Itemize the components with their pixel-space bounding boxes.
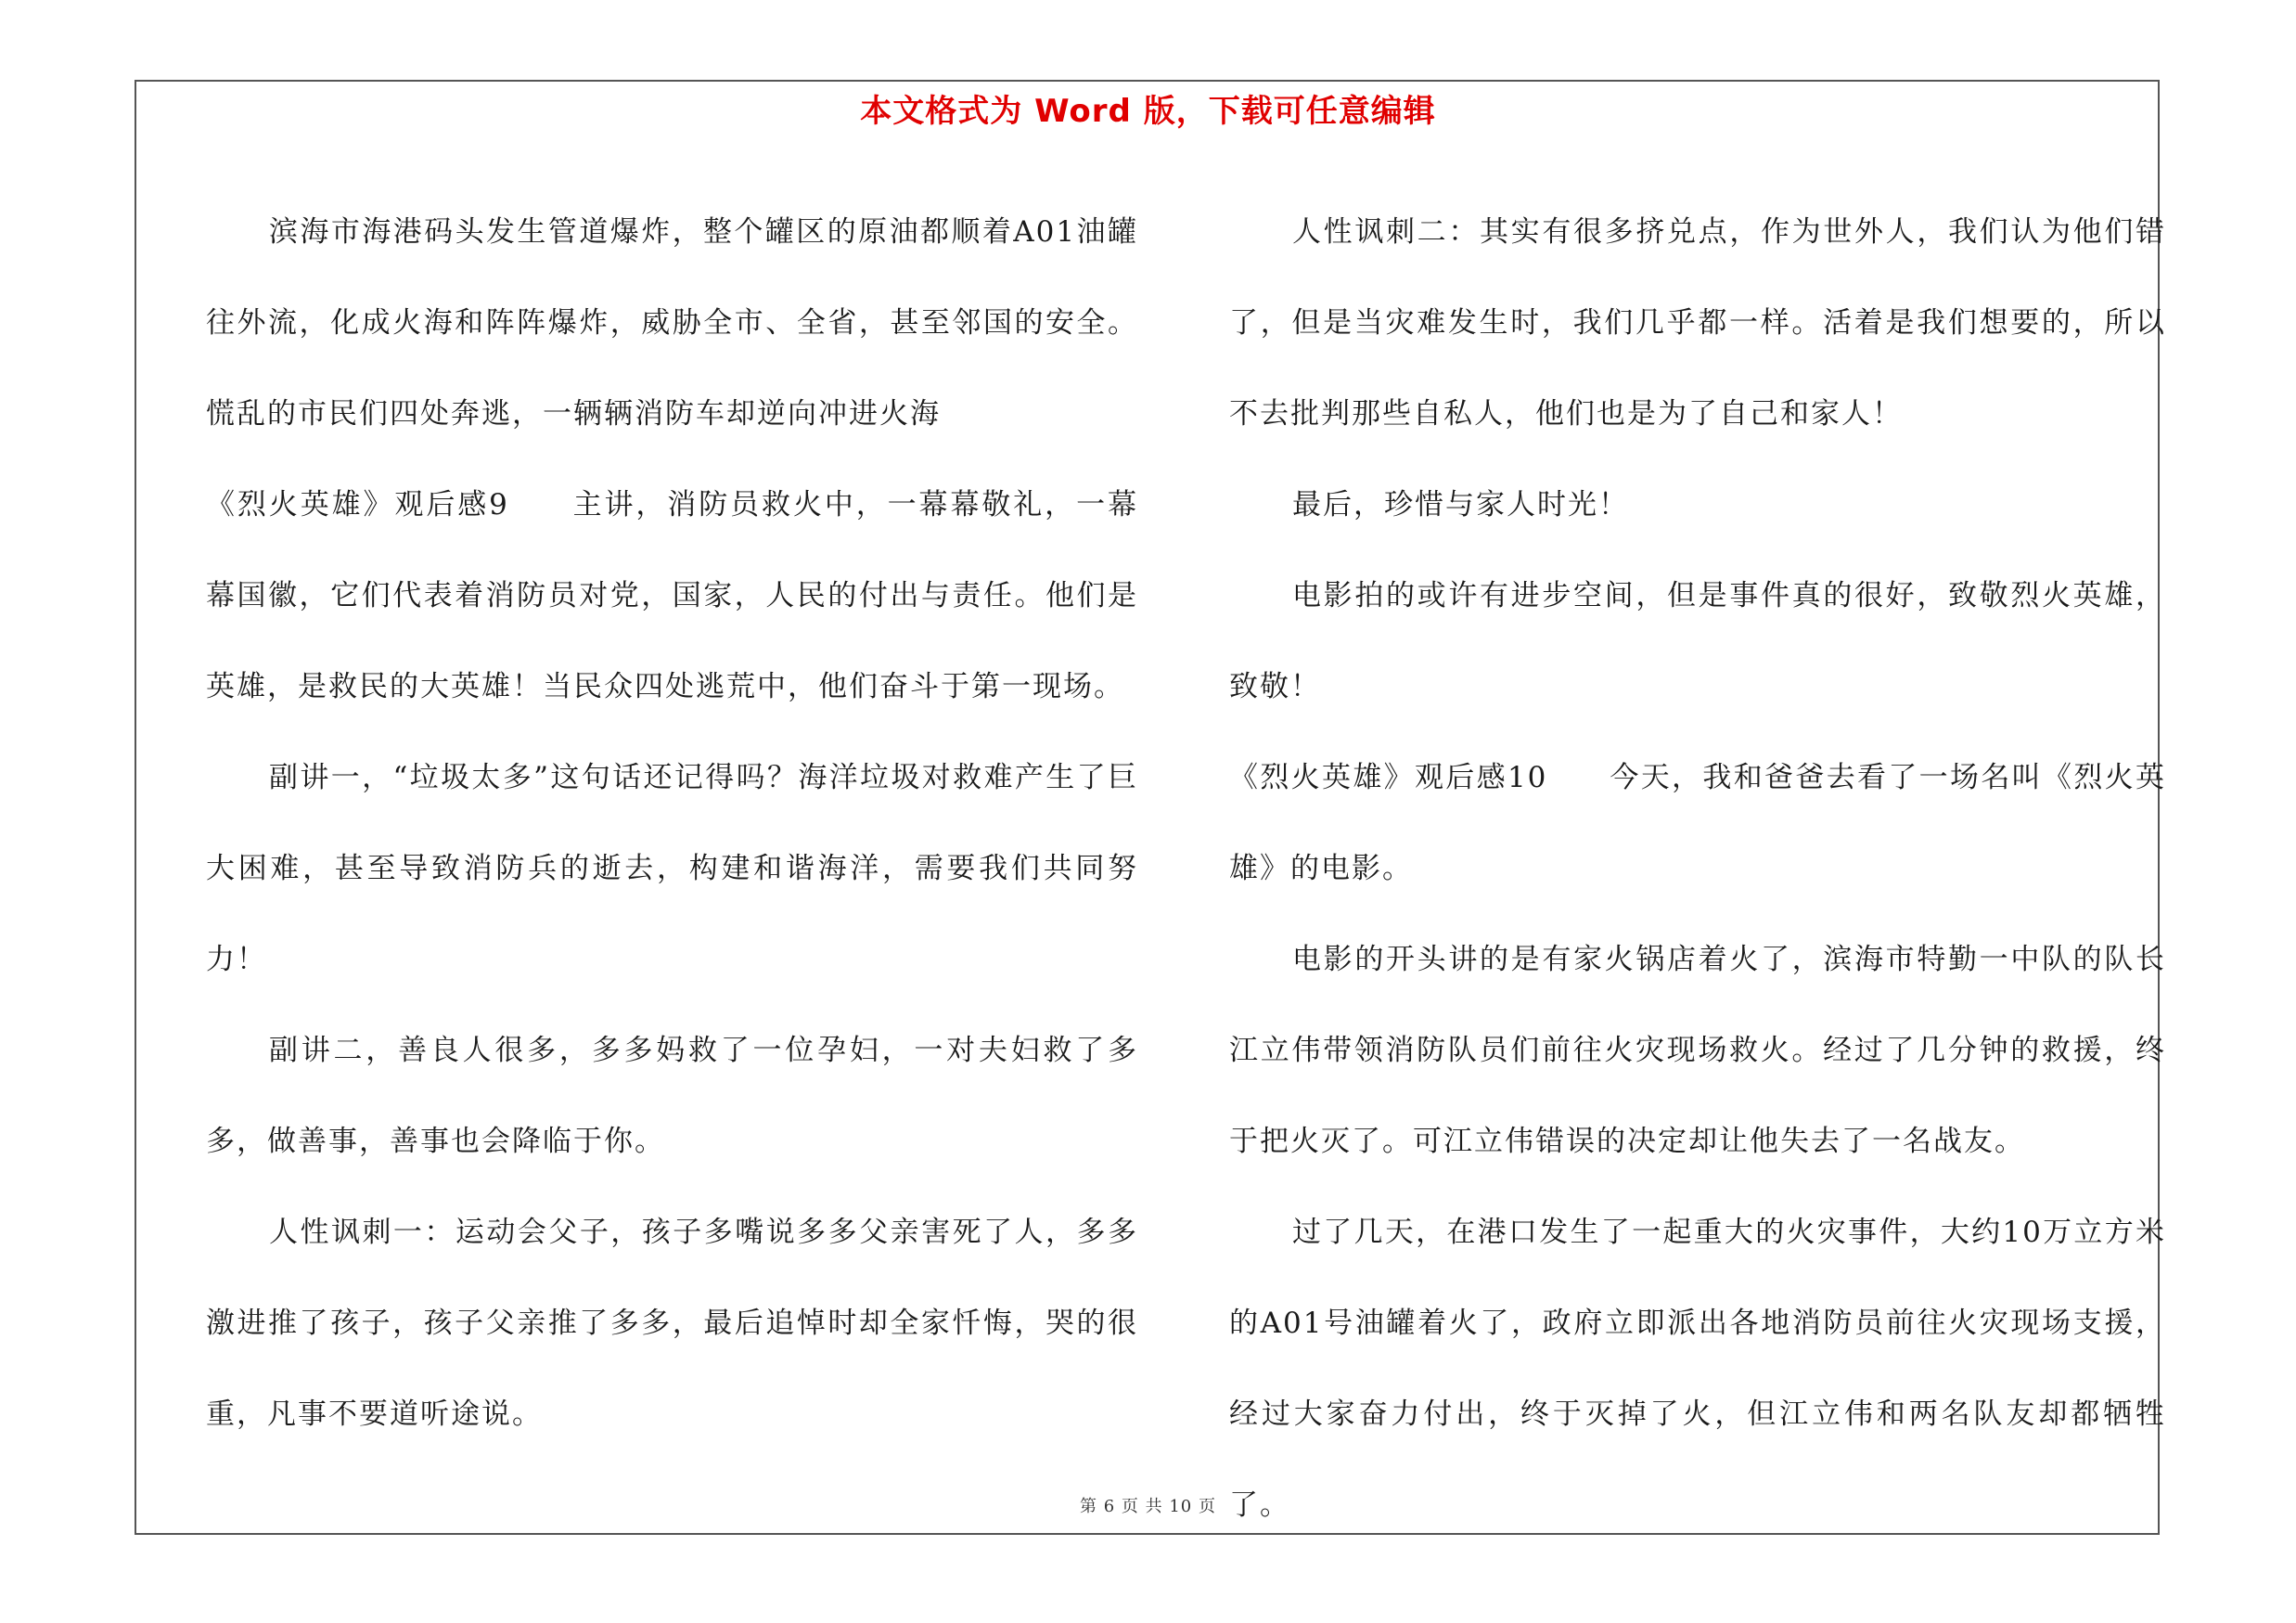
right-text-column xyxy=(1229,187,2166,1551)
paragraph: 电影拍的或许有进步空间，但是事件真的很好，致敬烈火英雄，致敬！ xyxy=(1229,579,2166,703)
paragraph: 过了几天，在港口发生了一起重大的火灾事件，大约10万立方米的A01号油罐着火了，政府立即派出各地消防员前往火灾现场支援，经过大家奋力付出，终于灭掉了火，但江立伟和两名队友却都牺牲了。 xyxy=(1229,1216,2166,1522)
paragraph: 滨海市海港码头发生管道爆炸，整个罐区的原油都顺着A01油罐往外流，化成火海和阵阵爆炸，威胁全市、全省，甚至邻国的安全。慌乱的市民们四处奔逃，一辆辆消防车却逆向冲进火海 xyxy=(206,215,1138,431)
editable-format-banner: 本文格式为 Word 版，下载可任意编辑 xyxy=(860,93,1436,130)
paragraph: 副讲一，“垃圾太多”这句话还记得吗？海洋垃圾对救难产生了巨大困难，甚至导致消防兵的逝去，构建和谐海洋，需要我们共同努力！ xyxy=(206,761,1138,976)
paragraph: 最后，珍惜与家人时光！ xyxy=(1292,488,1629,522)
page-number-footer: 第 6 页 共 10 页 xyxy=(1080,1497,1216,1516)
paragraph: 电影的开头讲的是有家火锅店着火了，滨海市特勤一中队的队长江立伟带领消防队员们前往火灾现场救火。经过了几分钟的救援，终于把火灭了。可江立伟错误的决定却让他失去了一名战友。 xyxy=(1229,943,2166,1158)
paragraph: 副讲二，善良人很多，多多妈救了一位孕妇，一对夫妇救了多多，做善事，善事也会降临于你。 xyxy=(206,1034,1138,1158)
paragraph: 人性讽刺一：运动会父子，孩子多嘴说多多父亲害死了人，多多激进推了孩子，孩子父亲推了多多，最后追悼时却全家忏悔，哭的很重，凡事不要道听途说。 xyxy=(206,1216,1138,1431)
review-heading-paragraph: 《烈火英雄》观后感10 今天，我和爸爸去看了一场名叫《烈火英雄》的电影。 xyxy=(1229,761,2166,885)
left-text-column xyxy=(206,187,1138,1460)
review-heading-paragraph: 《烈火英雄》观后感9 主讲，消防员救火中，一幕幕敬礼，一幕幕国徽，它们代表着消防员对党，国家，人民的付出与责任。他们是英雄，是救民的大英雄！当民众四处逃荒中，他们奋斗于第一现场。 xyxy=(206,488,1138,703)
paragraph: 人性讽刺二：其实有很多挤兑点，作为世外人，我们认为他们错了，但是当灾难发生时，我们几乎都一样。活着是我们想要的，所以不去批判那些自私人，他们也是为了自己和家人！ xyxy=(1229,215,2166,431)
